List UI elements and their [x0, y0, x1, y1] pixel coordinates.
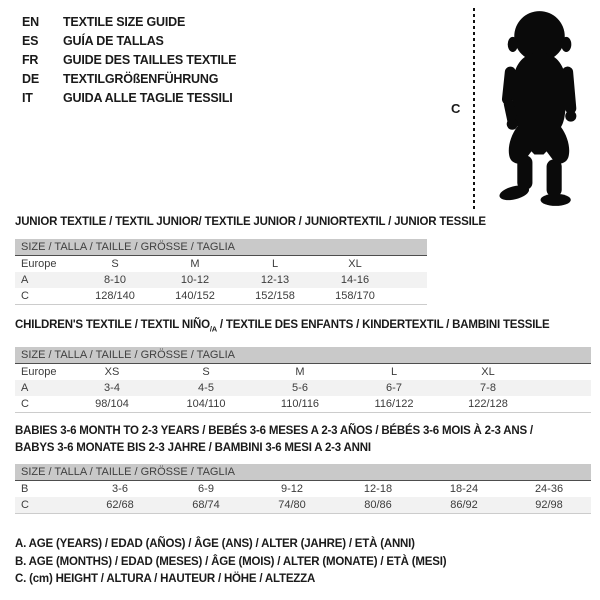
lang-row-en: [22, 13, 236, 32]
cell: 7-8: [441, 380, 535, 396]
babies-section-title: [15, 423, 533, 456]
cell: 12-13: [235, 272, 315, 288]
cell: 116/122: [374, 398, 414, 410]
cell: M: [190, 258, 200, 270]
lang-code: FR: [22, 53, 39, 67]
cell: 80/86: [335, 497, 421, 514]
cell: 3-6: [112, 483, 128, 495]
table-row: [15, 364, 591, 381]
note-a: A. AGE (YEARS) / EDAD (AÑOS) / ÂGE (ANS) / ALTER (JAHRE) / ETÀ (ANNI): [15, 538, 415, 550]
title-subscript: /A: [209, 324, 217, 334]
lang-row-de: [22, 70, 236, 89]
lang-code: IT: [22, 91, 33, 105]
lang-label: TEXTILGRÖßENFÜHRUNG: [63, 72, 219, 86]
cell: 12-18: [363, 483, 393, 495]
legend-notes: [15, 536, 446, 589]
lang-code: ES: [22, 34, 39, 48]
height-marker-label: C: [451, 101, 461, 116]
cell: 5-6: [253, 380, 347, 396]
cell: 3-4: [65, 380, 159, 396]
row-label: Europe: [21, 258, 57, 270]
table-row: [15, 497, 591, 514]
lang-code: EN: [22, 15, 39, 29]
table-row: [15, 396, 591, 413]
cell: 104/110: [186, 398, 226, 410]
row-label: A: [15, 380, 65, 396]
table-row: [15, 380, 591, 396]
table-row: [15, 481, 591, 498]
cell: 6-7: [347, 380, 441, 396]
cell: 128/140: [95, 290, 135, 302]
title-text: CHILDREN'S TEXTILE / TEXTIL NIÑO: [15, 319, 210, 331]
table-header: SIZE / TALLA / TAILLE / GRÖSSE / TAGLIA: [15, 239, 427, 256]
lang-code: DE: [22, 72, 39, 86]
cell: L: [271, 258, 279, 270]
cell: 86/92: [421, 497, 507, 514]
table-row: [15, 272, 427, 288]
row-label: Europe: [21, 366, 57, 378]
cell: 92/98: [507, 497, 591, 514]
cell: XL: [348, 258, 362, 270]
table-header: SIZE / TALLA / TAILLE / GRÖSSE / TAGLIA: [15, 464, 591, 481]
cell: 10-12: [155, 272, 235, 288]
note-c: C. (cm) HEIGHT / ALTURA / HAUTEUR / HÖHE / ALTEZZA: [15, 573, 316, 585]
row-label: B: [21, 483, 29, 495]
children-size-table: [15, 347, 591, 413]
table-header: SIZE / TALLA / TAILLE / GRÖSSE / TAGLIA: [15, 347, 591, 364]
title-text: / TEXTILE DES ENFANTS / KINDERTEXTIL / BAMBINI TESSILE: [216, 319, 550, 331]
cell: 18-24: [449, 483, 479, 495]
cell: M: [295, 366, 305, 378]
cell: 6-9: [198, 483, 214, 495]
cell: 24-36: [534, 483, 564, 495]
cell: 8-10: [75, 272, 155, 288]
cell: 14-16: [315, 272, 395, 288]
cell: 122/128: [468, 398, 508, 410]
cell: 9-12: [280, 483, 304, 495]
cell: 158/170: [335, 290, 375, 302]
table-row: [15, 288, 427, 305]
lang-label: GUIDA ALLE TAGLIE TESSILI: [63, 91, 233, 105]
cell: 74/80: [249, 497, 335, 514]
lang-row-fr: [22, 51, 236, 70]
lang-label: GUIDE DES TAILLES TEXTILE: [63, 53, 237, 67]
height-dashed-line: [473, 8, 475, 210]
cell: S: [202, 366, 210, 378]
junior-size-table: [15, 239, 427, 305]
cell: 62/68: [77, 497, 163, 514]
cell: XS: [104, 366, 120, 378]
cell: 140/152: [175, 290, 215, 302]
row-label: A: [15, 272, 75, 288]
babies-size-table: [15, 464, 591, 514]
row-label: C: [21, 290, 29, 302]
note-b: B. AGE (MONTHS) / EDAD (MESES) / ÂGE (MOIS) / ALTER (MONATE) / ETÀ (MESI): [15, 555, 447, 568]
language-title-list: [22, 13, 236, 108]
junior-section-title: JUNIOR TEXTILE / TEXTIL JUNIOR/ TEXTILE JUNIOR / JUNIORTEXTIL / JUNIOR TESSILE: [15, 216, 486, 228]
children-section-title: [15, 319, 549, 333]
cell: 98/104: [95, 398, 129, 410]
lang-row-es: [22, 32, 236, 51]
lang-row-it: [22, 89, 236, 108]
lang-label: GUÍA DE TALLAS: [63, 34, 164, 48]
cell: L: [390, 366, 398, 378]
title-line-1: BABIES 3-6 MONTH TO 2-3 YEARS / BEBÉS 3-6 MESES A 2-3 AÑOS / BÉBÉS 3-6 MOIS À 2-3 ANS /: [15, 425, 533, 437]
lang-label: TEXTILE SIZE GUIDE: [63, 15, 186, 29]
toddler-silhouette-image: [486, 6, 592, 208]
title-line-2: BABYS 3-6 MONATE BIS 2-3 JAHRE / BAMBINI 3-6 MESI A 2-3 ANNI: [15, 441, 371, 454]
row-label: C: [15, 497, 77, 514]
cell: 68/74: [163, 497, 249, 514]
table-row: [15, 256, 427, 273]
cell: XL: [481, 366, 495, 378]
cell: 152/158: [255, 290, 295, 302]
cell: S: [111, 258, 119, 270]
cell: 4-5: [159, 380, 253, 396]
row-label: C: [21, 398, 29, 410]
cell: 110/116: [280, 398, 320, 410]
